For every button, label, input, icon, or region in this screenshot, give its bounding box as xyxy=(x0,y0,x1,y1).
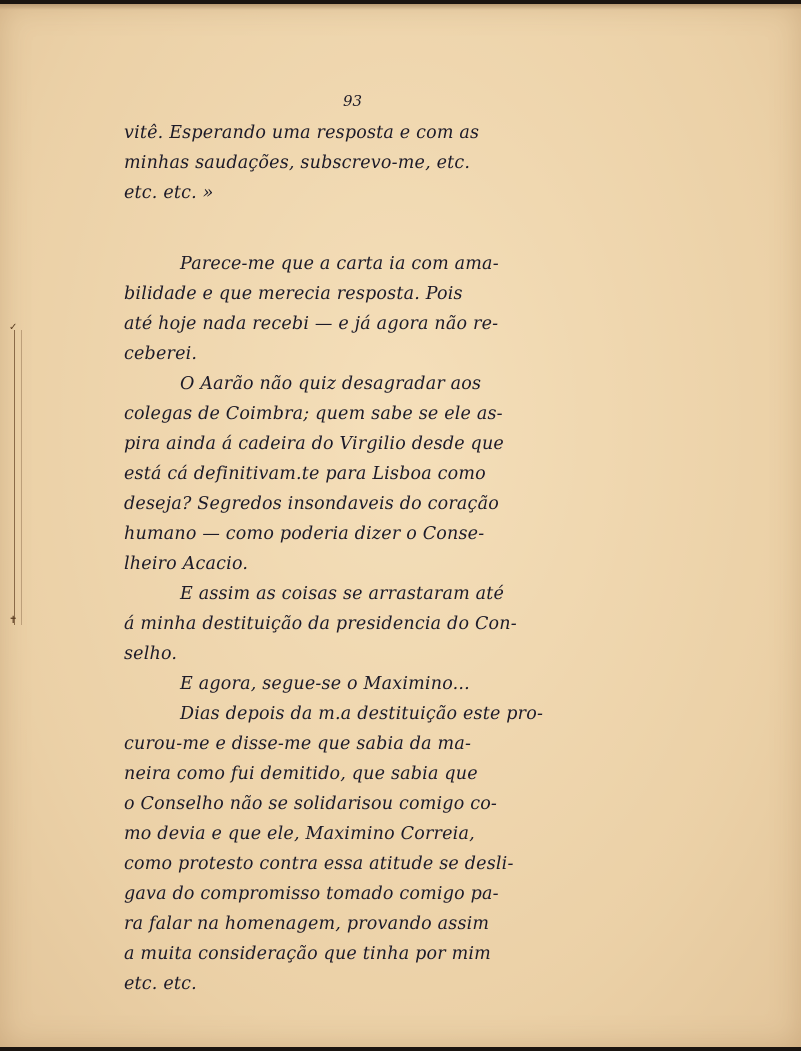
binding-mark: ✓ xyxy=(9,322,18,333)
text-line: Parece-me que a carta ia com ama- xyxy=(180,254,499,274)
page-top-edge xyxy=(0,4,801,10)
binding-mark: ✝ xyxy=(9,615,18,626)
text-line: curou-me e disse-me que sabia da ma- xyxy=(124,734,472,754)
text-line: E agora, segue-se o Maximino... xyxy=(180,674,470,694)
text-line: vitê. Esperando uma resposta e com as xyxy=(124,123,480,143)
text-line: ra falar na homenagem, provando assim xyxy=(124,914,490,934)
text-line: bilidade e que merecia resposta. Pois xyxy=(124,284,463,304)
handwritten-text xyxy=(124,118,604,999)
text-line: como protesto contra essa atitude se desli- xyxy=(124,854,514,874)
text-line: Dias depois da m.a destituição este pro- xyxy=(180,704,544,724)
text-line: neira como fui demitido, que sabia que xyxy=(124,764,478,784)
text-line: pira ainda á cadeira do Virgilio desde que xyxy=(124,434,504,454)
page-number: 93 xyxy=(343,92,363,110)
text-line: colegas de Coimbra; quem sabe se ele as- xyxy=(124,404,503,424)
text-line: E assim as coisas se arrastaram até xyxy=(180,584,505,604)
text-line: humano — como poderia dizer o Conse- xyxy=(124,524,485,544)
text-line: O Aarão não quiz desagradar aos xyxy=(180,374,482,394)
text-line: o Conselho não se solidarisou comigo co- xyxy=(124,794,498,814)
text-line: selho. xyxy=(124,644,178,664)
text-line: a muita consideração que tinha por mim xyxy=(124,944,491,964)
binding-stitch xyxy=(14,330,22,625)
text-line: etc. etc. » xyxy=(124,183,214,203)
text-line: está cá definitivam.te para Lisboa como xyxy=(124,464,486,484)
text-line: lheiro Acacio. xyxy=(124,554,249,574)
text-line: deseja? Segredos insondaveis do coração xyxy=(124,494,499,514)
text-line: á minha destituição da presidencia do Con- xyxy=(124,614,517,634)
text-line: minhas saudações, subscrevo-me, etc. xyxy=(124,153,471,173)
text-line: gava do compromisso tomado comigo pa- xyxy=(124,884,499,904)
text-line: etc. etc. xyxy=(124,974,197,994)
text-line: ceberei. xyxy=(124,344,198,364)
text-line: mo devia e que ele, Maximino Correia, xyxy=(124,824,475,844)
text-line: até hoje nada recebi — e já agora não re- xyxy=(124,314,499,334)
